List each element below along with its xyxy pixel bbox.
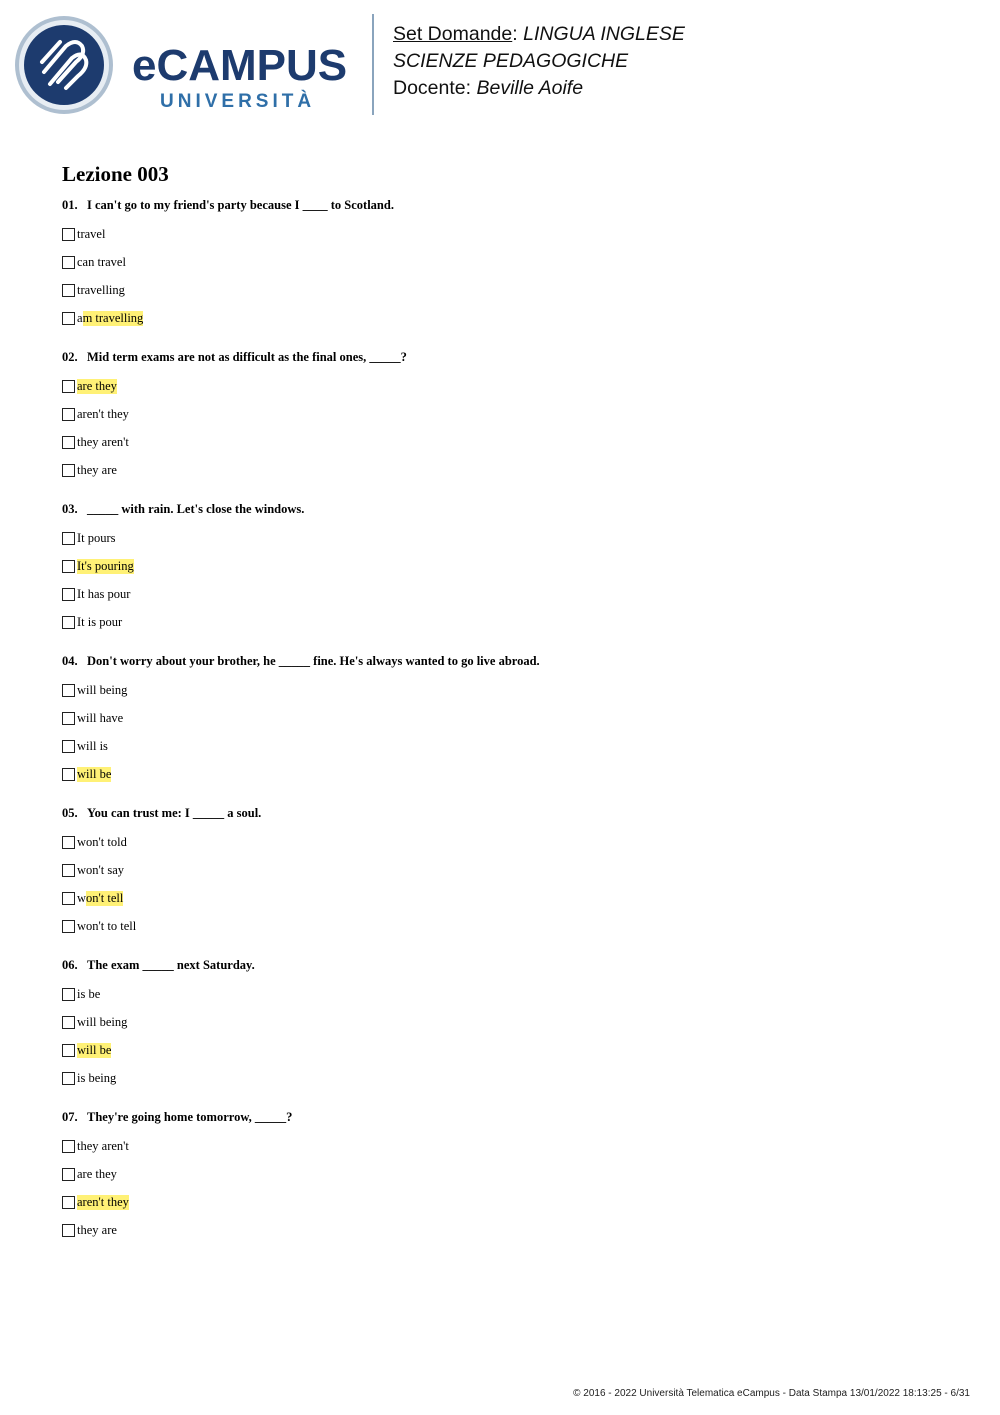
answer-option[interactable] <box>62 248 962 276</box>
question-text: They're going home tomorrow, _____? <box>87 1110 293 1124</box>
answer-option[interactable] <box>62 676 962 704</box>
answer-text: aren't they <box>77 406 129 421</box>
answer-text: they are <box>77 1222 117 1237</box>
answer-option[interactable] <box>62 608 962 636</box>
answer-text: won't to tell <box>77 918 137 933</box>
question-number: 07. <box>62 1110 78 1124</box>
answer-highlight: will be <box>77 766 112 781</box>
answer-option[interactable] <box>62 1160 962 1188</box>
answer-text: travel <box>77 226 106 241</box>
answer-option[interactable] <box>62 220 962 248</box>
answer-text: is be <box>77 986 101 1001</box>
answer-text: are they <box>77 1166 117 1181</box>
answer-option[interactable] <box>62 704 962 732</box>
teacher-label: Docente: <box>393 77 477 99</box>
answer-option[interactable] <box>62 760 962 788</box>
answer-option[interactable] <box>62 1132 962 1160</box>
answer-checkbox[interactable] <box>62 712 75 725</box>
set-label: Set Domande <box>393 23 513 45</box>
question-title <box>62 804 962 822</box>
course-name: SCIENZE PEDAGOGICHE <box>393 50 629 72</box>
question <box>62 652 962 788</box>
answer-option[interactable] <box>62 524 962 552</box>
answer-checkbox[interactable] <box>62 1044 75 1057</box>
answer-text: a <box>77 310 83 325</box>
answer-highlight: will be <box>77 1042 112 1057</box>
answer-highlight: m travelling <box>82 310 144 325</box>
answer-checkbox[interactable] <box>62 740 75 753</box>
answer-option[interactable] <box>62 372 962 400</box>
header-divider <box>372 14 374 115</box>
question-text: The exam _____ next Saturday. <box>87 958 255 972</box>
answer-checkbox[interactable] <box>62 408 75 421</box>
answer-option[interactable] <box>62 276 962 304</box>
question-list <box>62 196 962 1260</box>
answer-option[interactable] <box>62 1036 962 1064</box>
answer-checkbox[interactable] <box>62 1016 75 1029</box>
answer-text: It has pour <box>77 586 131 601</box>
answer-text: they aren't <box>77 1138 129 1153</box>
answer-text: can travel <box>77 254 126 269</box>
question-text: You can trust me: I _____ a soul. <box>87 806 262 820</box>
answer-option[interactable] <box>62 456 962 484</box>
answer-option[interactable] <box>62 856 962 884</box>
answer-checkbox[interactable] <box>62 256 75 269</box>
question-title <box>62 500 962 518</box>
answer-option[interactable] <box>62 1216 962 1244</box>
question-number: 05. <box>62 806 78 820</box>
answer-checkbox[interactable] <box>62 920 75 933</box>
answer-checkbox[interactable] <box>62 560 75 573</box>
answer-option[interactable] <box>62 1188 962 1216</box>
answer-highlight: It's pouring <box>77 558 134 573</box>
answer-checkbox[interactable] <box>62 1196 75 1209</box>
answer-text: won't say <box>77 862 125 877</box>
answer-text: will being <box>77 682 128 697</box>
answer-highlight: are they <box>77 378 117 393</box>
question-text: _____ with rain. Let's close the windows. <box>87 502 305 516</box>
answer-text: will have <box>77 710 124 725</box>
answer-option[interactable] <box>62 1008 962 1036</box>
question-title <box>62 652 962 670</box>
question <box>62 804 962 940</box>
question <box>62 500 962 636</box>
header-info <box>393 21 685 102</box>
lesson-title: Lezione 003 <box>62 162 169 186</box>
question <box>62 196 962 332</box>
answer-text: w <box>77 890 87 905</box>
ecampus-logo <box>14 14 364 118</box>
answer-option[interactable] <box>62 884 962 912</box>
question-text: I can't go to my friend's party because I ____ to Scotland. <box>87 198 394 212</box>
answer-text: they are <box>77 462 117 477</box>
teacher-name: Beville Aoife <box>476 77 584 99</box>
answer-checkbox[interactable] <box>62 436 75 449</box>
answer-checkbox[interactable] <box>62 312 75 325</box>
answer-text: travelling <box>77 282 125 297</box>
logo-wordmark: eCAMPUS <box>132 41 348 90</box>
answer-checkbox[interactable] <box>62 988 75 1001</box>
answer-checkbox[interactable] <box>62 836 75 849</box>
answer-checkbox[interactable] <box>62 1168 75 1181</box>
answer-checkbox[interactable] <box>62 464 75 477</box>
question-number: 03. <box>62 502 78 516</box>
answer-text: is being <box>77 1070 117 1085</box>
answer-highlight: aren't they <box>77 1194 129 1209</box>
answer-option[interactable] <box>62 828 962 856</box>
answer-checkbox[interactable] <box>62 892 75 905</box>
question-number: 01. <box>62 198 78 212</box>
answer-option[interactable] <box>62 552 962 580</box>
answer-checkbox[interactable] <box>62 228 75 241</box>
answer-text: will is <box>77 738 108 753</box>
answer-option[interactable] <box>62 580 962 608</box>
answer-option[interactable] <box>62 912 962 940</box>
question-title <box>62 956 962 974</box>
question-title <box>62 1108 962 1126</box>
answer-checkbox[interactable] <box>62 532 75 545</box>
answer-checkbox[interactable] <box>62 1140 75 1153</box>
answer-option[interactable] <box>62 400 962 428</box>
question-text: Mid term exams are not as difficult as the final ones, _____? <box>87 350 407 364</box>
answer-checkbox[interactable] <box>62 768 75 781</box>
answer-text: won't told <box>77 834 127 849</box>
answer-highlight: on't tell <box>86 890 124 905</box>
answer-text: will being <box>77 1014 128 1029</box>
answer-checkbox[interactable] <box>62 616 75 629</box>
set-separator: : <box>512 23 524 45</box>
answer-checkbox[interactable] <box>62 1224 75 1237</box>
answer-checkbox[interactable] <box>62 864 75 877</box>
answer-option[interactable] <box>62 732 962 760</box>
answer-checkbox[interactable] <box>62 284 75 297</box>
answer-checkbox[interactable] <box>62 588 75 601</box>
logo-subtitle: UNIVERSITÀ <box>160 91 316 112</box>
question-text: Don't worry about your brother, he _____ fine. He's always wanted to go live abroad. <box>87 654 540 668</box>
answer-checkbox[interactable] <box>62 1072 75 1085</box>
question-title <box>62 196 962 214</box>
answer-text: they aren't <box>77 434 129 449</box>
answer-option[interactable] <box>62 1064 962 1092</box>
answer-option[interactable] <box>62 428 962 456</box>
page-footer: © 2016 - 2022 Università Telematica eCampus - Data Stampa 13/01/2022 18:13:25 - 6/31 <box>573 1388 970 1399</box>
question <box>62 1108 962 1244</box>
question-title <box>62 348 962 366</box>
question-number: 02. <box>62 350 78 364</box>
answer-option[interactable] <box>62 304 962 332</box>
question-number: 06. <box>62 958 78 972</box>
answer-option[interactable] <box>62 980 962 1008</box>
page-header <box>0 0 1000 130</box>
question-number: 04. <box>62 654 78 668</box>
answer-text: It pours <box>77 530 116 545</box>
question <box>62 348 962 484</box>
answer-text: It is pour <box>77 614 123 629</box>
answer-checkbox[interactable] <box>62 380 75 393</box>
set-value: LINGUA INGLESE <box>523 23 685 45</box>
question <box>62 956 962 1092</box>
answer-checkbox[interactable] <box>62 684 75 697</box>
